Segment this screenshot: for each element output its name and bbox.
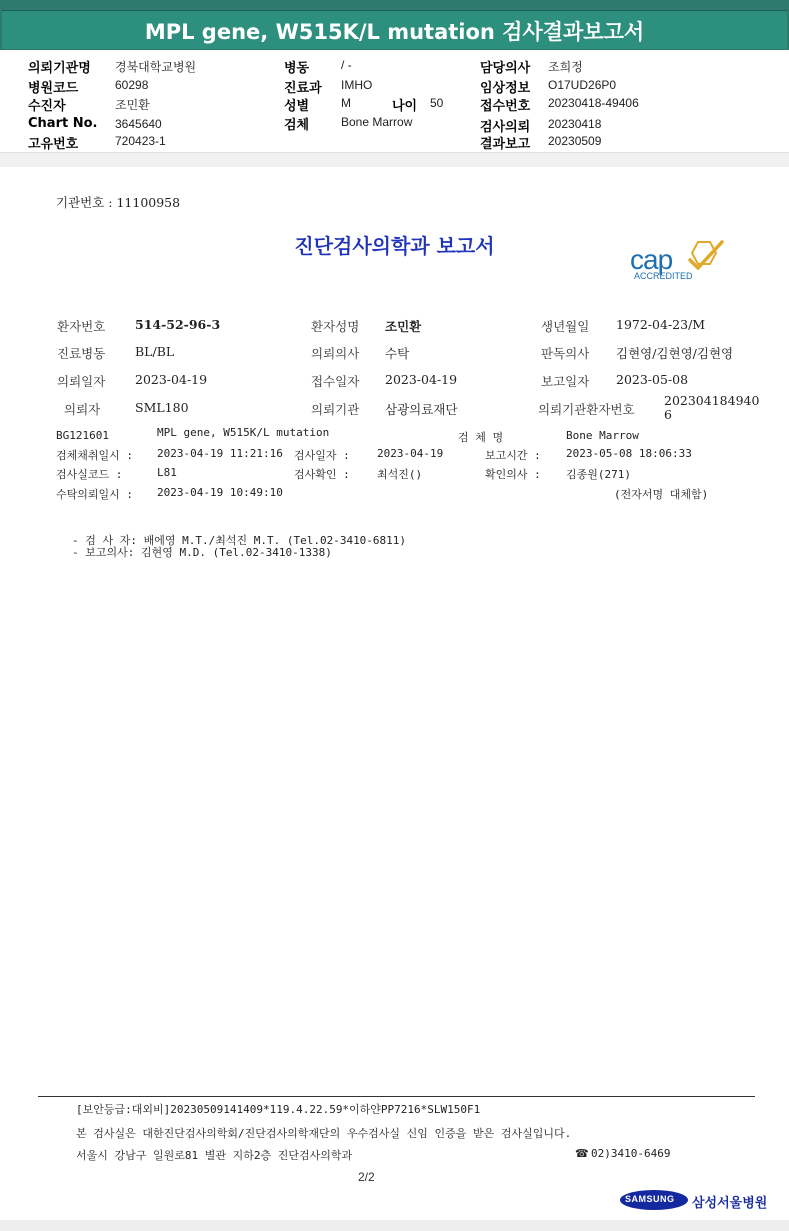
label-test-confirm: 검사확인 : [294, 468, 350, 481]
label-report-time: 보고시간 : [485, 449, 541, 462]
value-request-institution: 삼광의료재단 [385, 402, 458, 417]
cap-logo-text: cap [630, 244, 673, 275]
value-specimen: Bone Marrow [341, 115, 413, 129]
hospital-name: 삼성서울병원 [692, 1196, 768, 1211]
value-requesting-institution: 경북대학교병원 [115, 60, 197, 74]
value-result-report: 20230509 [548, 134, 602, 148]
value-reading-doctor: 김현영/김현영/김현영 [616, 346, 734, 361]
label-birth: 생년월일 [541, 319, 590, 334]
label-request-institution: 의뢰기관 [311, 402, 360, 417]
diagnostic-report-title: 진단검사의학과 보고서 [294, 234, 495, 258]
label-ward: 진료병동 [57, 346, 106, 361]
label-department: 진료과 [284, 81, 322, 96]
value-test-confirm: 최석진() [377, 468, 423, 481]
label-unique-no: 고유번호 [28, 137, 79, 152]
label-request-date: 의뢰일자 [57, 374, 106, 389]
label-lab-code: 검사실코드 : [56, 468, 123, 481]
value-collect-datetime: 2023-04-19 11:21:16 [157, 447, 283, 460]
page-number: 2/2 [358, 1170, 375, 1184]
label-collect-datetime: 검체채취일시 : [56, 449, 134, 462]
label-receipt-date: 접수일자 [311, 374, 360, 389]
value-report-date: 2023-05-08 [616, 372, 689, 387]
value-test-request: 20230418 [548, 117, 602, 131]
value-recipient: 조민환 [115, 98, 150, 112]
label-receipt-no: 접수번호 [480, 99, 531, 114]
test-name: MPL gene, W515K/L mutation [157, 426, 330, 439]
value-unique-no: 720423-1 [115, 134, 166, 148]
value-confirm-doctor: 김종원(271) [566, 468, 631, 481]
lab-phone: 02)3410-6469 [591, 1147, 671, 1160]
value-hospital-code: 60298 [115, 78, 149, 92]
value-specimen-name: Bone Marrow [566, 429, 639, 442]
cap-accredited-checkmark-icon [684, 238, 728, 274]
value-ward: BL/BL [135, 344, 175, 359]
samsung-brand-text: SAMSUNG [625, 1194, 675, 1204]
certification-note: 본 검사실은 대한진단검사의학회/진단검사의학재단의 우수검사실 신임 인증을 받은 검사실입니다. [76, 1127, 572, 1140]
signature-note: (전자서명 대체함) [614, 488, 709, 501]
label-confirm-doctor: 확인의사 : [485, 468, 541, 481]
test-code: BG121601 [56, 429, 109, 442]
value-inst-patient-no-line2: 6 [664, 407, 672, 422]
value-inst-patient-no-line1: 202304184940 [664, 393, 760, 408]
staff-technician: - 검 사 자: 배에영 M.T./최석진 M.T. (Tel.02-3410-6811) [72, 534, 407, 547]
value-doctor: 조희정 [548, 60, 583, 74]
bottom-band [0, 1220, 789, 1231]
label-age: 나이 [392, 99, 418, 114]
label-sex: 성별 [284, 99, 310, 114]
label-test-date: 검사일자 : [294, 449, 350, 462]
label-result-report: 결과보고 [480, 137, 531, 152]
label-requesting-institution: 의뢰기관명 [28, 61, 91, 76]
label-request-doctor: 의뢰의사 [311, 346, 360, 361]
value-chart-no: 3645640 [115, 117, 162, 131]
cap-accredited-logo [628, 238, 733, 284]
value-patient-name: 조민환 [385, 319, 422, 334]
label-requester: 의뢰자 [64, 402, 101, 417]
value-age: 50 [430, 96, 444, 110]
label-specimen: 검체 [284, 118, 310, 133]
value-requester: SML180 [135, 400, 189, 415]
label-reading-doctor: 판독의사 [541, 346, 590, 361]
label-specimen-name: 검 체 명 [458, 431, 504, 444]
staff-reporting-doctor: - 보고의사: 김현영 M.D. (Tel.02-3410-1338) [72, 546, 332, 559]
label-patient-name: 환자성명 [311, 319, 360, 334]
phone-icon: ☎ [575, 1147, 589, 1160]
label-inst-patient-no: 의뢰기관환자번호 [538, 402, 635, 417]
value-outsource-datetime: 2023-04-19 10:49:10 [157, 486, 283, 499]
security-line: [보안등급:대외비]20230509141409*119.4.22.59*이하얀PP7216*SLW150F1 [76, 1103, 481, 1116]
footer-divider [38, 1096, 755, 1097]
label-outsource-datetime: 수탁의뢰일시 : [56, 488, 134, 501]
value-lab-code: L81 [157, 466, 177, 479]
label-hospital-code: 병원코드 [28, 81, 79, 96]
value-birth: 1972-04-23/M [616, 317, 706, 332]
value-receipt-no: 20230418-49406 [548, 96, 639, 110]
value-report-time: 2023-05-08 18:06:33 [566, 447, 692, 460]
label-clinical-info: 임상정보 [480, 81, 531, 96]
label-report-date: 보고일자 [541, 374, 590, 389]
header-divider [0, 152, 789, 167]
label-recipient: 수진자 [28, 99, 66, 114]
institution-number: 기관번호 : 11100958 [56, 195, 181, 210]
report-title: MPL gene, W515K/L mutation 검사결과보고서 [144, 20, 645, 44]
label-test-request: 검사의뢰 [480, 120, 531, 135]
value-sex: M [341, 96, 351, 110]
label-patient-no: 환자번호 [57, 319, 106, 334]
label-ward: 병동 [284, 61, 310, 76]
value-request-doctor: 수탁 [385, 346, 410, 361]
value-receipt-date: 2023-04-19 [385, 372, 458, 387]
label-doctor: 담당의사 [480, 61, 531, 76]
lab-address: 서울시 강남구 일원로81 별관 지하2층 진단검사의학과 [76, 1149, 353, 1162]
value-clinical-info: O17UD26P0 [548, 78, 617, 92]
value-request-date: 2023-04-19 [135, 372, 208, 387]
value-department: IMHO [341, 78, 373, 92]
value-patient-no: 514-52-96-3 [135, 317, 221, 332]
label-chart-no: Chart No. [28, 116, 98, 131]
samsung-hospital-logo [620, 1188, 770, 1214]
cap-accredited-text: ACCREDITED [634, 271, 693, 281]
value-test-date: 2023-04-19 [377, 447, 444, 460]
value-ward: / - [341, 58, 352, 72]
